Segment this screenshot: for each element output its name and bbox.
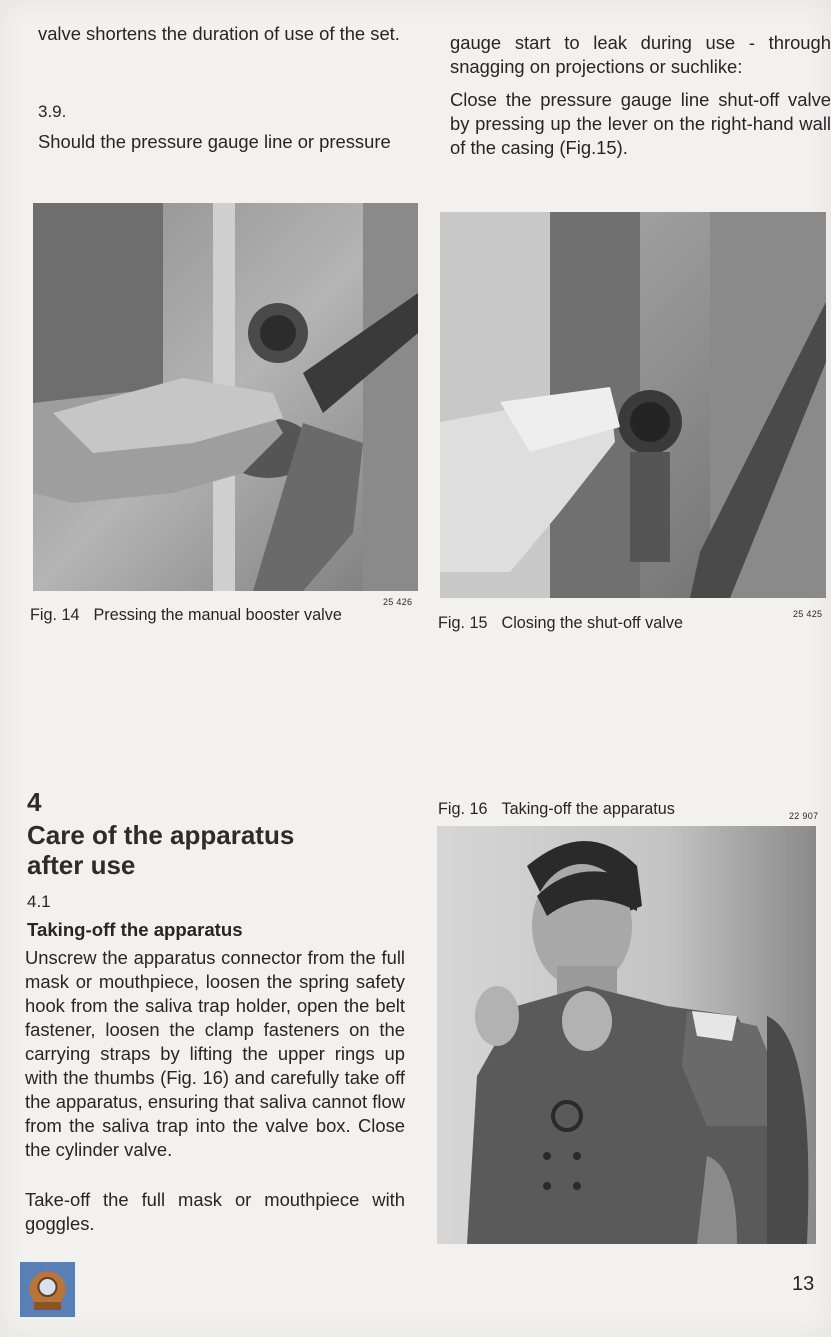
figure-14-photo [33, 203, 418, 591]
figure-16-caption-text: Taking-off the apparatus [501, 800, 675, 818]
chapter-number: 4 [27, 787, 42, 817]
page-number: 13 [792, 1273, 815, 1295]
figure-15-caption-text: Closing the shut-off valve [501, 614, 683, 632]
chapter-title-line-1: Care of the apparatus [27, 820, 295, 850]
section-3-9-text-right-1: gauge start to leak during use - through snagging on projections or suchlike: [450, 32, 831, 77]
figure-15-photo-id: 25 425 [793, 609, 823, 619]
figure-16-number: Fig. 16 [438, 800, 488, 818]
figure-15-caption [438, 614, 683, 633]
diver-helmet-logo-icon [20, 1262, 75, 1317]
section-number-3-9: 3.9. [38, 102, 67, 121]
section-3-9-text-left: Should the pressure gauge line or pressure [38, 131, 391, 152]
continued-text: valve shortens the duration of use of the set. [38, 23, 400, 44]
figure-14-caption-text: Pressing the manual booster valve [93, 606, 342, 624]
section-3-9-text-right-2: Close the pressure gauge line shut-off valve by pressing up the lever on the right-hand wall of the casing (Fig.15). [450, 89, 831, 158]
chapter-title-line-2: after use [27, 850, 136, 880]
figure-14-photo-id: 25 426 [383, 597, 413, 607]
figure-16-photo [437, 826, 816, 1244]
section-4-1-paragraph-1: Unscrew the apparatus connector from the full mask or mouthpiece, loosen the spring safety hook from the saliva trap holder, open the belt fastener, loosen the clamp fasteners on the carrying straps by lifting the upper rings up with the thumbs (Fig. 16) and carefully take off the apparatus, ensuring that saliva cannot flow from the saliva trap into the valve box. Close the cylinder valve. [25, 947, 405, 1160]
chapter-title [27, 820, 294, 880]
figure-15-number: Fig. 15 [438, 614, 488, 632]
section-4-1-title: Taking-off the apparatus [27, 919, 243, 940]
figure-16-caption [438, 800, 675, 819]
figure-16-photo-id: 22 907 [789, 811, 819, 821]
figure-14-caption [30, 606, 342, 625]
section-number-4-1: 4.1 [27, 892, 51, 911]
section-4-1-paragraph-2: Take-off the full mask or mouthpiece with goggles. [25, 1189, 405, 1234]
figure-14-number: Fig. 14 [30, 606, 80, 624]
figure-15-photo [440, 212, 826, 598]
